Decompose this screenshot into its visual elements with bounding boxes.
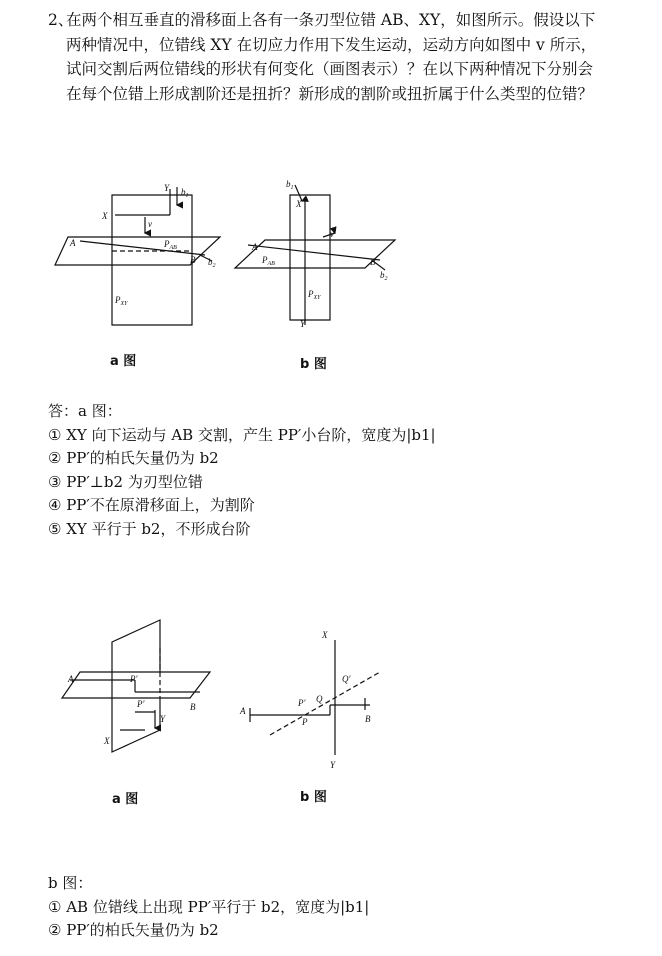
answer-a-item: ⑤ XY 平行于 b2，不形成台阶 [48,519,251,538]
fig2b-diagram [250,640,380,755]
fig1a-label-pxy: $P_{XY}$ [115,295,128,307]
fig1a-label-x: X [102,211,108,221]
fig2a-label-a: A [68,674,74,684]
answer-b-item: ① AB 位错线上出现 PP′平行于 b2，宽度为|b1| [48,897,370,916]
fig2b-label-q: Q [316,694,323,704]
fig1b-label-b1: $b_1$ [286,179,294,191]
fig1b-label-b2: $b_2$ [380,270,388,282]
answer-a-item: ④ PP′不在原滑移面上，为割阶 [48,496,255,514]
fig2a-caption: a 图 [112,792,139,807]
fig1b-diagram [235,185,395,325]
fig2b-label-q2: Q′ [342,674,351,684]
answer-b-heading: b 图： [48,874,93,892]
answer-a-item: ③ PP′⊥b2 为刃型位错 [48,472,203,491]
fig1a-label-a: A [70,238,76,248]
question [48,8,608,106]
fig1b-label-v: v [330,229,334,239]
fig2b-label-p: P [302,717,308,727]
fig2b-label-b: B [365,714,371,724]
fig2a-label-b: B [190,702,196,712]
fig1b-label-a: A [252,242,258,252]
answer-a-heading: 答：a 图： [48,402,122,420]
fig1b-label-pab: $P_{AB}$ [262,255,275,267]
fig1b-label-b: B [370,257,376,267]
fig1b-label-pxy: $P_{XY}$ [308,289,321,301]
fig1a-label-b2: $b_2$ [208,257,216,269]
figure-2 [40,610,400,780]
fig1b-label-y: Y [300,319,306,329]
fig1b-caption: b 图 [300,357,327,372]
fig2b-caption: b 图 [300,790,327,805]
answer-a [48,400,436,541]
answer-a-item: ① XY 向下运动与 AB 交割，产生 PP′小台阶，宽度为|b1| [48,425,436,444]
fig2a-label-p2: P′ [137,699,145,709]
fig1a-label-b1: $b_1$ [181,187,189,199]
answer-b [48,872,369,943]
fig1a-label-v: v [148,219,152,229]
fig2b-label-x: X [322,630,328,640]
figure-1 [40,175,420,375]
fig1a-label-pab: $P_{AB}$ [164,239,177,251]
answer-a-item: ② PP′的柏氏矢量仍为 b2 [48,449,219,467]
fig1a-label-b: B [190,255,196,265]
fig2a-label-x: X [104,736,110,746]
answer-b-item: ② PP′的柏氏矢量仍为 b2 [48,921,219,939]
question-text: 在两个相互垂直的滑移面上各有一条刃型位错 AB、XY，如图所示。假设以下两种情况中，位错线 XY 在切应力作用下发生运动，运动方向如图中 v 所示，试问交割后两位错线的形状有何变化（画图表示）？在以下两种情况下分别会在每个位错上形成割阶还是扭折？新形成的割阶或扭折属于什么类型的位错？ [66,11,597,103]
fig1b-label-x: X [296,199,302,209]
fig2a-diagram [62,620,210,752]
fig2a-label-p1: P′ [130,674,138,684]
fig2b-label-a: A [240,706,246,716]
fig2a-label-y: Y [160,714,166,724]
question-number: 2、 [48,11,74,29]
fig1a-caption: a 图 [110,354,137,369]
fig2b-label-y: Y [330,760,336,770]
fig2b-label-p2: P′ [298,698,306,708]
fig1a-label-y: Y [164,183,170,193]
